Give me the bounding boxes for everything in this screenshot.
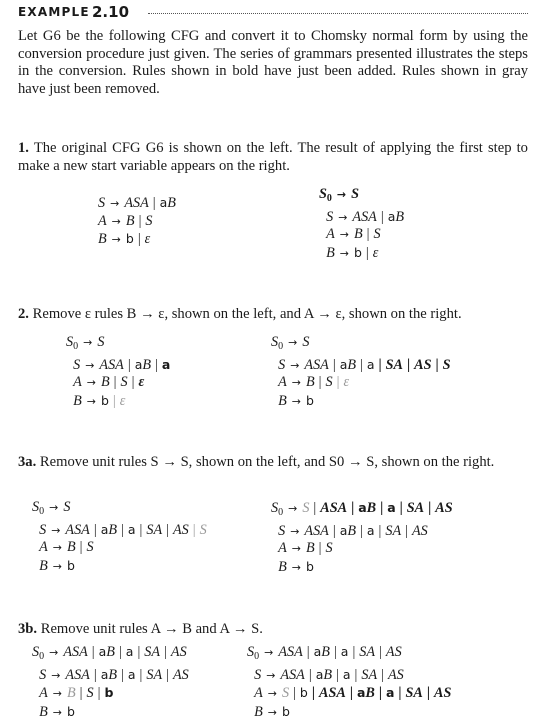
grammar-2-right: [271, 334, 451, 410]
step-3a-paragraph: [18, 454, 528, 472]
grammar-1-left: [98, 194, 176, 249]
rule: A → B | S | b: [39, 685, 114, 702]
grammar-1-right: [319, 186, 404, 262]
rule: A → B | S | ε: [73, 374, 145, 391]
grammar-3b-right: [247, 643, 451, 721]
example-number: 2.10: [92, 3, 130, 21]
rule: $S_0$ → ASA | aB | a | SA | AS: [32, 644, 187, 662]
step-text: Remove ε rules B → ε, shown on the left, and A → ε, shown on the right.: [32, 306, 462, 322]
step-text: Remove unit rules S → S, shown on the left, and S0 → S, shown on the right.: [39, 454, 495, 470]
rule: A → S | b | ASA | aB | a | SA | AS: [254, 685, 452, 702]
step-number: 2.: [18, 306, 29, 322]
example-label: EXAMPLE: [18, 5, 90, 19]
intro-text: Let G6 be the following CFG and convert it to Chomsky normal form by using the conversion procedure just given. The series of grammars presented illustrates the steps in the conversion. Rules shown in bold have just been added. Rules shown in gray have just been removed.: [18, 28, 528, 97]
step-text: The original CFG G6 is shown on the left. The result of applying the first step to make a new start variable appears on the right.: [18, 140, 528, 174]
rule: A → B | S: [98, 212, 153, 229]
rule: S → ASA | aB | a | SA | AS: [278, 522, 428, 539]
rule: $S_0 \to S$: [271, 334, 310, 352]
example-header: [18, 4, 528, 24]
rule: S → ASA | aB | a | SA | AS: [39, 666, 189, 683]
rule: $S_0 \to S$: [32, 499, 71, 517]
grammar-3b-left: [32, 643, 189, 721]
step-3b-paragraph: [18, 621, 528, 639]
rule: B → b: [278, 558, 314, 575]
rule: S → ASA | aB: [98, 195, 176, 211]
rule: B → b | ε: [98, 231, 151, 248]
step-2-paragraph: [18, 306, 528, 324]
grammar-3a-left: [32, 499, 207, 575]
rule: A → B | S: [326, 226, 381, 243]
grammar-2-left: [66, 334, 170, 410]
rule: $S_0 \to S$ | ASA | aB | a | SA | AS: [271, 500, 453, 518]
rule: B → b | ε: [326, 244, 379, 261]
rule: $S_0 \to S$: [319, 186, 359, 204]
step-number: 3b.: [18, 621, 38, 637]
step-text: Remove unit rules A → B and A → S.: [40, 621, 263, 637]
grammar-3a-right: [271, 499, 453, 576]
rule: B → b | ε: [73, 392, 126, 409]
rule: $S_0 \to S$: [66, 334, 105, 352]
rule: A → B | S | ε: [278, 374, 350, 391]
header-dotted-rule: [148, 13, 528, 14]
rule: S → ASA | aB: [326, 208, 405, 225]
rule: S → ASA | aB | a: [73, 356, 171, 373]
step-1-paragraph: [18, 140, 528, 175]
rule: S → ASA | aB | a | SA | AS | S: [39, 521, 207, 538]
step-number: 1.: [18, 140, 29, 156]
intro-paragraph: [18, 28, 528, 98]
rule: S → ASA | aB | a | SA | AS: [254, 666, 404, 683]
rule: $S_0$ → ASA | aB | a | SA | AS: [247, 644, 402, 662]
rule: B → b: [278, 392, 314, 409]
rule: B → b: [254, 703, 290, 720]
rule: A → B | S: [39, 539, 94, 556]
rule: B → b: [39, 557, 75, 574]
step-number: 3a.: [18, 454, 37, 470]
rule: A → B | S: [278, 540, 333, 557]
rule: S → ASA | aB | a | SA | AS | S: [278, 356, 451, 373]
rule: B → b: [39, 703, 75, 720]
